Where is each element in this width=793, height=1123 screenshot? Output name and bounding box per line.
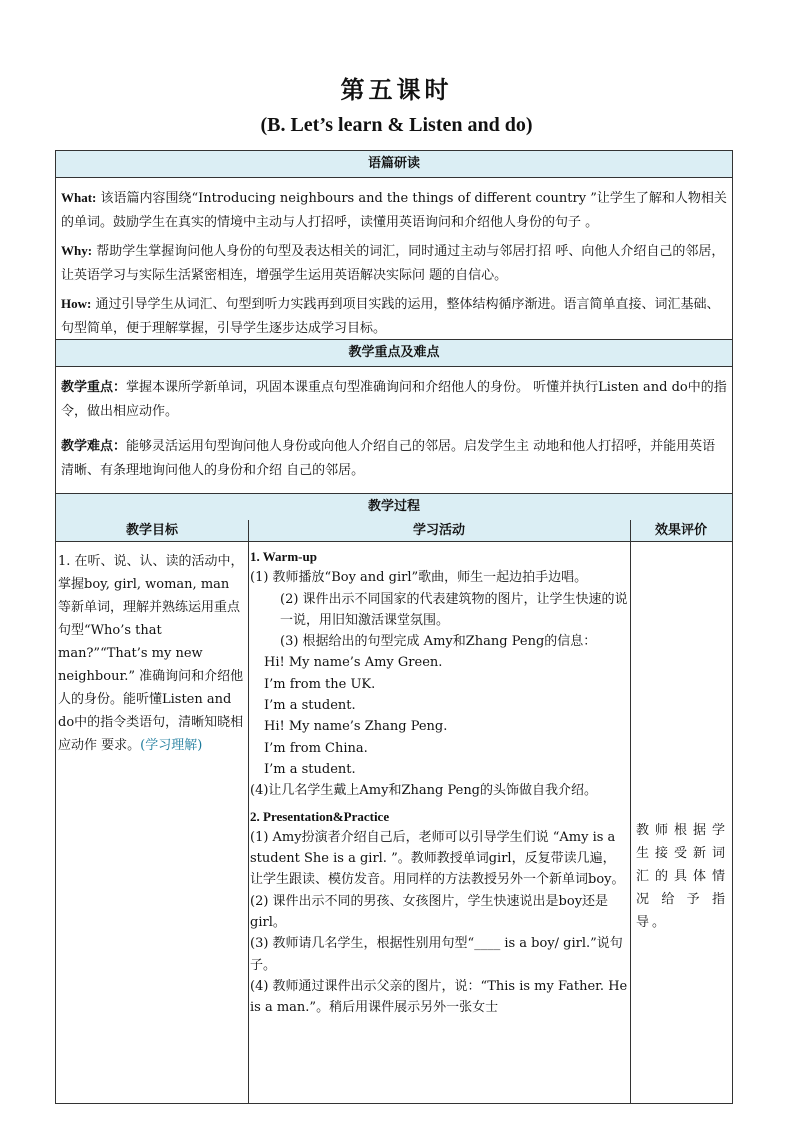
page-subtitle: (B. Let’s learn & Listen and do) — [260, 114, 533, 136]
page-title: 第五课时 — [340, 75, 453, 104]
activity-line: (1) 教师播放“Boy and girl”歌曲，师生一起边拍手边唱。 — [250, 570, 588, 586]
learning-activities-cell — [250, 546, 628, 1019]
why-label: Why: — [61, 243, 93, 258]
activity-line: Hi! My name’s Amy Green. — [264, 655, 443, 671]
teaching-goal-cell — [58, 550, 244, 757]
activity-line: I’m a student. — [264, 698, 356, 714]
what-paragraph — [56, 184, 732, 237]
key-points-header: 教学重点及难点 — [56, 340, 732, 367]
activity-line: (1) Amy扮演者介绍自己后，老师可以引导学生们说 “Amy is a student She is a girl. ”。教师教授单词girl，反复带读几遍，让学生跟读、模仿发音。用同样的方法教授另外一个新单词boy。 — [250, 829, 625, 888]
what-text: 该语篇内容围绕“Introducing neighbours and the things of different country ”让学生了解和人物相关的单词。鼓励学生在真实的情境中主动与人打招呼，读懂用英语询问和介绍他人身份的句子 。 — [61, 191, 727, 230]
activity-line: (4)让几名学生戴上Amy和Zhang Peng的头饰做自我介绍。 — [250, 783, 598, 799]
key-points-section — [55, 340, 733, 494]
focus-text: 掌握本课所学新单词，巩固本课重点句型准确询问和介绍他人的身份。 听懂并执行Listen and do中的指令，做出相应动作。 — [61, 380, 727, 419]
focus-label: 教学重点： — [61, 379, 127, 394]
activity-line: 1. Warm-up — [250, 549, 317, 564]
teaching-goal-text: 1. 在听、说、认、读的活动中，掌握boy, girl, woman, man 等新单词，理解并熟练运用重点句型“Who’s that man?”“That’s my new neighbour.” 准确询问和介绍他人的身份。能听懂Listen and do中的指令类语句，清晰知晓相应动作 要求。 — [58, 554, 244, 753]
activity-line: (3) 教师请几名学生，根据性别用句型“____ is a boy/ girl.”说句子。 — [250, 936, 623, 973]
goal-tag: (学习理解) — [140, 738, 203, 753]
activity-line: Hi! My name’s Zhang Peng. — [264, 719, 448, 735]
col-header-goals: 教学目标 — [56, 520, 248, 542]
what-label: What: — [61, 190, 97, 205]
how-text: 通过引导学生从词汇、句型到听力实践再到项目实践的运用，整体结构循序渐进。语言简单直接、词汇基础、句型简单，便于理解掌握，引导学生逐步达成学习目标。 — [61, 297, 720, 336]
activity-line: I’m from China. — [264, 740, 368, 756]
activity-line: I’m a student. — [264, 761, 356, 777]
column-divider — [630, 520, 631, 1103]
activity-line: I’m from the UK. — [264, 676, 376, 692]
teaching-process-section — [55, 494, 733, 1104]
col-header-activities: 学习活动 — [248, 520, 630, 542]
text-analysis-section — [55, 150, 733, 340]
how-label: How: — [61, 296, 92, 311]
teaching-process-header: 教学过程 — [56, 494, 732, 521]
activity-line: (3) 根据给出的句型完成 Amy和Zhang Peng的信息： — [280, 634, 597, 650]
activity-line: (2) 课件出示不同的男孩、女孩图片，学生快速说出是boy还是girl。 — [250, 893, 609, 931]
column-divider — [248, 520, 249, 1103]
how-paragraph — [56, 290, 732, 343]
focus-paragraph — [56, 373, 732, 426]
difficulty-label: 教学难点： — [61, 438, 127, 453]
col-header-evaluation: 效果评价 — [630, 520, 732, 542]
activity-line: (2) 课件出示不同国家的代表建筑物的图片，让学生快速的说一说，用旧知激活课堂氛围。 — [280, 591, 628, 628]
why-text: 帮助学生掌握询问他人身份的句型及表达相关的词汇，同时通过主动与邻居打招 呼、向他人介绍自己的邻居，让英语学习与实际生活紧密相连，增强学生运用英语解决实际问 题的自信心。 — [61, 244, 725, 283]
why-paragraph — [56, 237, 732, 290]
text-analysis-header: 语篇研读 — [56, 151, 732, 178]
activity-line: 2. Presentation&Practice — [250, 808, 390, 824]
evaluation-cell: 教师根据学生接受新词汇的具体情况给予指导。 — [636, 823, 728, 930]
difficulty-paragraph — [56, 432, 732, 485]
activity-line: (4) 教师通过课件出示父亲的图片，说：“This is my Father. He is a man.”。稍后用课件展示另外一张女士 — [250, 978, 628, 1016]
difficulty-text: 能够灵活运用句型询问他人身份或向他人介绍自己的邻居。启发学生主 动地和他人打招呼，并能用英语清晰、有条理地询问他人的身份和介绍 自己的邻居。 — [61, 439, 716, 478]
